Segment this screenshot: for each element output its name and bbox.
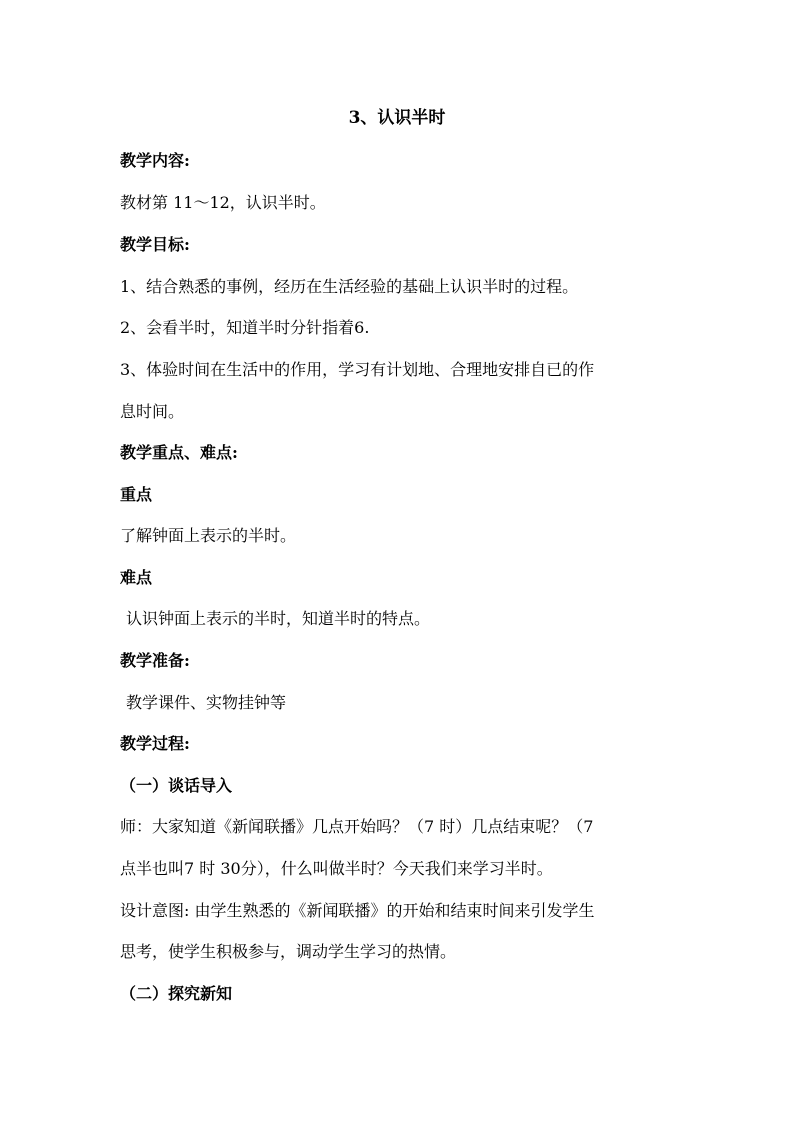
paragraph-textbook-pages: 教材第 11～12，认识半时。	[120, 193, 326, 212]
heading-teaching-content: 教学内容:	[120, 151, 190, 170]
heading-teaching-preparation: 教学准备:	[120, 651, 190, 670]
paragraph-teaching-preparation: 教学课件、实物挂钟等	[126, 693, 287, 712]
goal-item-3: 3、体验时间在生活中的作用，学习有计划地、合理地安排自已的作	[120, 360, 595, 379]
heading-teaching-process: 教学过程:	[120, 734, 190, 753]
subheading-key-point: 重点	[120, 485, 153, 504]
paragraph-difficult-point: 认识钟面上表示的半时，知道半时的特点。	[126, 609, 431, 628]
section-heading-explore: （二）探究新知	[120, 984, 233, 1003]
paragraph-teacher-dialogue-continued: 点半也叫7 时 30分），什么叫做半时？今天我们来学习半时。	[120, 859, 553, 878]
paragraph-key-point: 了解钟面上表示的半时。	[120, 526, 297, 545]
heading-teaching-goals: 教学目标:	[120, 235, 190, 254]
heading-key-difficult-points: 教学重点、难点:	[120, 443, 238, 462]
subheading-difficult-point: 难点	[120, 568, 153, 587]
document-title: 3、认识半时	[348, 108, 446, 128]
goal-item-2: 2、会看半时，知道半时分针指着6.	[120, 318, 370, 337]
goal-item-1: 1、结合熟悉的事例，经历在生活经验的基础上认识半时的过程。	[120, 277, 579, 296]
section-heading-introduction: （一）谈话导入	[120, 776, 233, 795]
paragraph-teacher-dialogue: 师：大家知道《新闻联播》几点开始吗？（7 时）几点结束呢？（7	[120, 817, 594, 836]
goal-item-3-continued: 息时间。	[120, 402, 185, 421]
paragraph-design-intent-continued: 思考，使学生积极参与，调动学生学习的热情。	[120, 942, 457, 961]
paragraph-design-intent: 设计意图: 由学生熟悉的《新闻联播》的开始和结束时间来引发学生	[120, 901, 595, 920]
